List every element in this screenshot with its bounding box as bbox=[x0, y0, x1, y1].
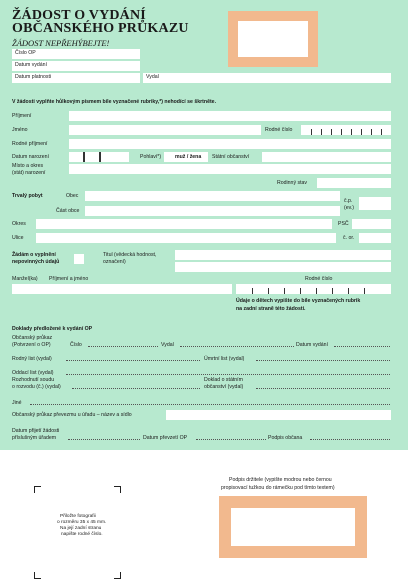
rodne-cislo-input[interactable] bbox=[301, 125, 391, 135]
datum-prijeti-label-2: příslušným úřadem bbox=[12, 435, 57, 441]
doklad-obcanstvi-label-2: občanství (vydal) bbox=[204, 384, 244, 390]
rodne-prijmeni-label: Rodné příjmení bbox=[12, 141, 48, 147]
manzel-rodne-cislo-input[interactable] bbox=[236, 284, 391, 294]
datum-narozeni-input[interactable] bbox=[69, 152, 129, 162]
statni-obcanstvi-label: Státní občanství bbox=[212, 154, 250, 160]
photo-instruction-4: napište rodné číslo. bbox=[61, 532, 103, 537]
cp-label: č.p. bbox=[344, 198, 353, 204]
cislo-label: Číslo bbox=[70, 342, 82, 348]
rodny-list-label: Rodný list (vydal) bbox=[12, 356, 52, 362]
rozhodnuti-label-2: o rozvodu (č.) (vydal) bbox=[12, 384, 61, 390]
manzel-label: Manžel(ka) bbox=[12, 276, 38, 282]
instruction-text: V žádosti vyplňte hůlkovým písmem bíle vyznačené rubriky,*) nehodící se škrtněte. bbox=[12, 99, 217, 105]
pohlavi-input[interactable]: muž / žena bbox=[164, 152, 208, 162]
obec-label: Obec bbox=[66, 193, 79, 199]
obec-input[interactable] bbox=[85, 191, 340, 201]
photo-instruction-3: Na její zadní stranu bbox=[60, 526, 102, 531]
datum-narozeni-label: Datum narození bbox=[12, 154, 49, 160]
trvaly-pobyt-label: Trvalý pobyt bbox=[12, 193, 43, 199]
manzel-input[interactable] bbox=[12, 284, 232, 294]
doklady-heading: Doklady předložené k vydání OP bbox=[12, 326, 93, 332]
statni-obcanstvi-input[interactable] bbox=[262, 152, 391, 162]
photo-instruction-2: o rozměru 35 x 45 mm. bbox=[57, 520, 107, 525]
signature-instruction-1: Podpis držitele (vypište modrou nebo černou bbox=[229, 477, 332, 483]
udaje-text-1: Údaje o dětech vypište do bíle vyznačených rubrik bbox=[236, 298, 361, 304]
titul-input-2[interactable] bbox=[175, 262, 391, 272]
pohlavi-label: Pohlaví*) bbox=[140, 154, 162, 160]
vydal-label: Vydal bbox=[161, 342, 174, 348]
datum-platnosti-field[interactable]: Datum platnosti bbox=[12, 73, 140, 83]
titul-input-1[interactable] bbox=[175, 250, 391, 260]
misto-narozeni-input[interactable] bbox=[69, 164, 391, 174]
rodinny-stav-input[interactable] bbox=[317, 178, 391, 188]
doklad-obcanstvi-label-1: Doklad o státním bbox=[204, 377, 243, 383]
photo-corner-bl bbox=[34, 572, 41, 579]
podpis-obcana-label: Podpis občana bbox=[268, 435, 303, 441]
vydal-field[interactable]: Vydal bbox=[143, 73, 391, 83]
jmeno-label: Jméno bbox=[12, 127, 28, 133]
form-title-line2: OBČANSKÉHO PRŮKAZU bbox=[12, 21, 189, 36]
datum-prevzeti-label: Datum převzetí OP bbox=[143, 435, 188, 441]
datum-vydani-label: Datum vydání bbox=[296, 342, 329, 348]
obcansky-label-1: Občanský průkaz bbox=[12, 335, 53, 341]
psc-input[interactable] bbox=[352, 219, 391, 229]
prijmeni-label: Příjmení bbox=[12, 113, 32, 119]
jmeno-input[interactable] bbox=[69, 125, 261, 135]
titul-label-1: Titul (vědecká hodnost, bbox=[103, 252, 157, 258]
ulice-input[interactable] bbox=[36, 233, 336, 243]
zadam-checkbox[interactable] bbox=[74, 254, 84, 264]
co-input[interactable] bbox=[359, 233, 391, 243]
photo-corner-br bbox=[114, 572, 121, 579]
photo-frame-top bbox=[228, 11, 318, 67]
rodinny-stav-label: Rodinný stav bbox=[277, 180, 307, 186]
rodne-prijmeni-input[interactable] bbox=[69, 139, 391, 149]
misto-okres-label-2: (stát) narození bbox=[12, 170, 46, 176]
prijmeni-jmeno-label: Příjmení a jméno bbox=[49, 276, 89, 282]
rodne-cislo-label: Rodné číslo bbox=[265, 127, 293, 133]
datum-vydani-field[interactable]: Datum vydání bbox=[12, 61, 140, 71]
oddaci-list-label: Oddací list (vydal) bbox=[12, 370, 54, 376]
jine-label: Jiné bbox=[12, 400, 22, 406]
prevezmu-input[interactable] bbox=[166, 410, 391, 420]
signature-frame[interactable] bbox=[219, 496, 367, 558]
prevezmu-label: Občanský průkaz převezmu u úřadu – název a sídlo bbox=[12, 412, 132, 418]
cast-obce-input[interactable] bbox=[85, 206, 340, 216]
udaje-text-2: na zadní straně této žádosti. bbox=[236, 306, 306, 312]
umrtni-list-label: Úmrtní list (vydal) bbox=[204, 356, 245, 362]
obcansky-label-2: (Potvrzení o OP) bbox=[12, 342, 51, 348]
rodne-cislo-label-2: Rodné číslo bbox=[305, 276, 333, 282]
titul-label-2: označení) bbox=[103, 259, 126, 265]
psc-label: PSČ bbox=[338, 221, 349, 227]
datum-prijeti-label-1: Datum přijetí žádosti bbox=[12, 428, 60, 434]
photo-instruction-1: Přiložte fotografii bbox=[60, 514, 96, 519]
cast-obce-label: Část obce bbox=[56, 208, 80, 214]
okres-input[interactable] bbox=[36, 219, 332, 229]
form-subtitle: ŽÁDOST NEPŘEHÝBEJTE! bbox=[12, 38, 110, 48]
cp-input[interactable] bbox=[359, 197, 391, 210]
zadam-label-1: Žádám o vyplnění bbox=[12, 252, 56, 258]
photo-corner-tr bbox=[114, 486, 121, 493]
signature-instruction-2: propisovací tužkou do rámečku pod tímto textem) bbox=[221, 485, 335, 491]
zadam-label-2: nepovinných údajů bbox=[12, 259, 60, 265]
okres-label: Okres bbox=[12, 221, 26, 227]
ev-label: (ev.) bbox=[344, 205, 354, 211]
rozhodnuti-label-1: Rozhodnutí soudu bbox=[12, 377, 55, 383]
misto-okres-label-1: Místo a okres bbox=[12, 163, 44, 169]
co-label: č. or. bbox=[343, 235, 355, 241]
prijmeni-input[interactable] bbox=[69, 111, 391, 121]
photo-corner-tl bbox=[34, 486, 41, 493]
form-title-line1: ŽÁDOST O VYDÁNÍ bbox=[12, 8, 146, 23]
ulice-label: Ulice bbox=[12, 235, 24, 241]
cislo-op-field[interactable]: Číslo OP bbox=[12, 49, 140, 59]
